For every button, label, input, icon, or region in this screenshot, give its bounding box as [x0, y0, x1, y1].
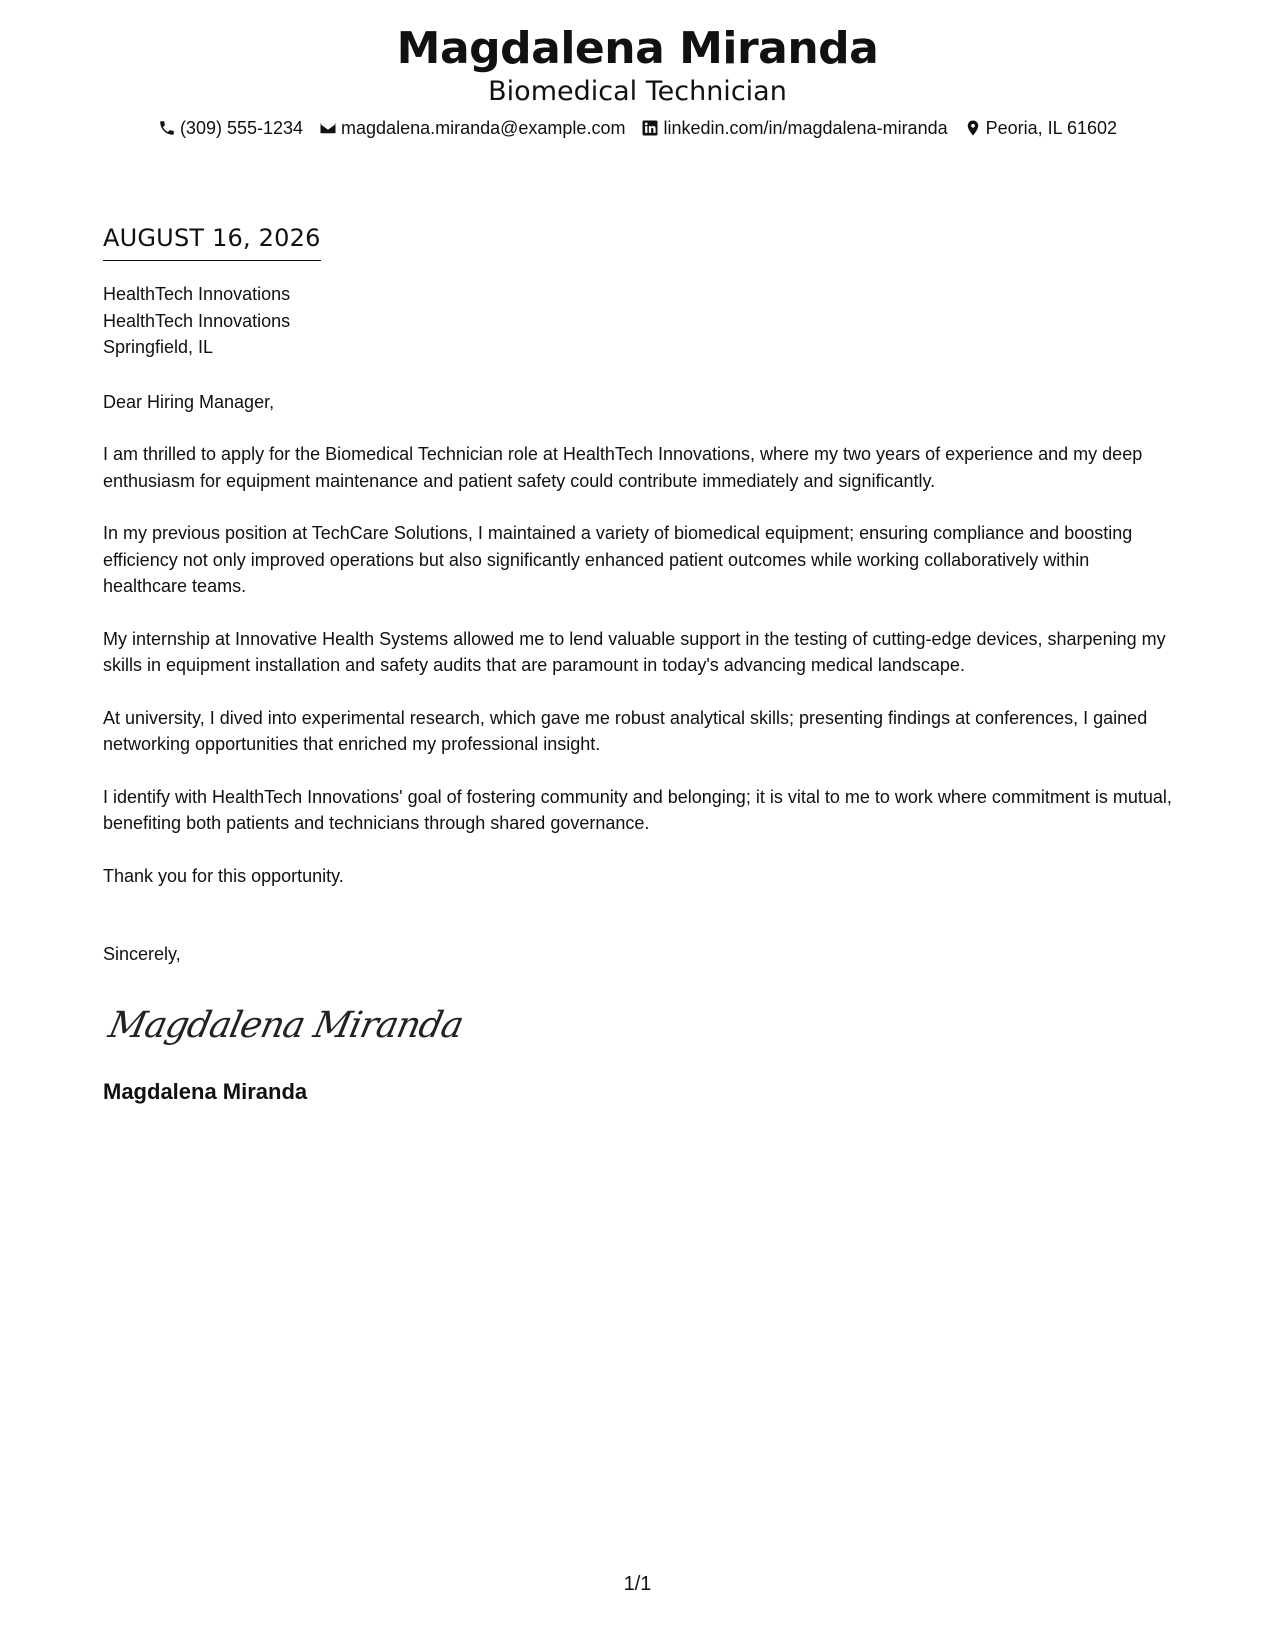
recipient-line: HealthTech Innovations [103, 284, 291, 304]
handwritten-signature: Magdalena Miranda [105, 1004, 467, 1046]
email-address: magdalena.miranda@example.com [341, 118, 626, 138]
body-paragraph: I identify with HealthTech Innovations' goal of fostering community and belonging; it is vital to me to work where commitment is mutual, benefiting both patients and technicians through shared governance. [103, 786, 1172, 833]
salutation: Dear Hiring Manager, [103, 391, 275, 412]
body-paragraph: I am thrilled to apply for the Biomedical Technician role at HealthTech Innovations, where my two years of experience and my deep enthusiasm for equipment maintenance and patient safety could contribute immediately and significantly. [103, 444, 1143, 491]
recipient-line: HealthTech Innovations [103, 310, 291, 331]
linkedin-url: linkedin.com/in/magdalena-miranda [663, 118, 948, 138]
body-paragraph: In my previous position at TechCare Solutions, I maintained a variety of biomedical equipment; ensuring compliance and boosting efficiency not only improved operations but also significantly enhanced patient outcomes while working collaboratively within healthcare teams. [103, 523, 1133, 596]
phone-icon [158, 119, 176, 137]
contact-info [0, 116, 1275, 140]
body-paragraph: At university, I dived into experimental research, which gave me robust analytical skills; presenting findings at conferences, I gained networking opportunities that enriched my professional insight. [103, 707, 1148, 754]
closing: Sincerely, [103, 944, 181, 964]
page-number: 1/1 [623, 1573, 652, 1595]
contact-location [964, 116, 1117, 140]
recipient-block [103, 281, 1173, 361]
envelope-icon [319, 119, 337, 137]
location-text: Peoria, IL 61602 [985, 118, 1118, 138]
location-pin-icon [964, 119, 982, 137]
contact-phone [158, 116, 303, 140]
body-paragraph: Thank you for this opportunity. [103, 865, 344, 886]
recipient-line: Springfield, IL [103, 337, 214, 357]
letter-header [0, 22, 1275, 140]
linkedin-icon [641, 119, 659, 137]
contact-linkedin [641, 116, 947, 140]
signer-name: Magdalena Miranda [103, 1078, 308, 1104]
contact-email [319, 116, 625, 140]
phone-number: (309) 555-1234 [179, 118, 304, 138]
job-title: Biomedical Technician [488, 76, 787, 107]
letter-body [103, 222, 1173, 1106]
applicant-name: Magdalena Miranda [396, 23, 879, 74]
body-paragraph: My internship at Innovative Health Systems allowed me to lend valuable support in the testing of cutting-edge devices, sharpening my skills in equipment installation and safety audits that are paramount in today's advancing medical landscape. [103, 628, 1166, 675]
letter-date: AUGUST 16, 2026 [103, 222, 321, 261]
